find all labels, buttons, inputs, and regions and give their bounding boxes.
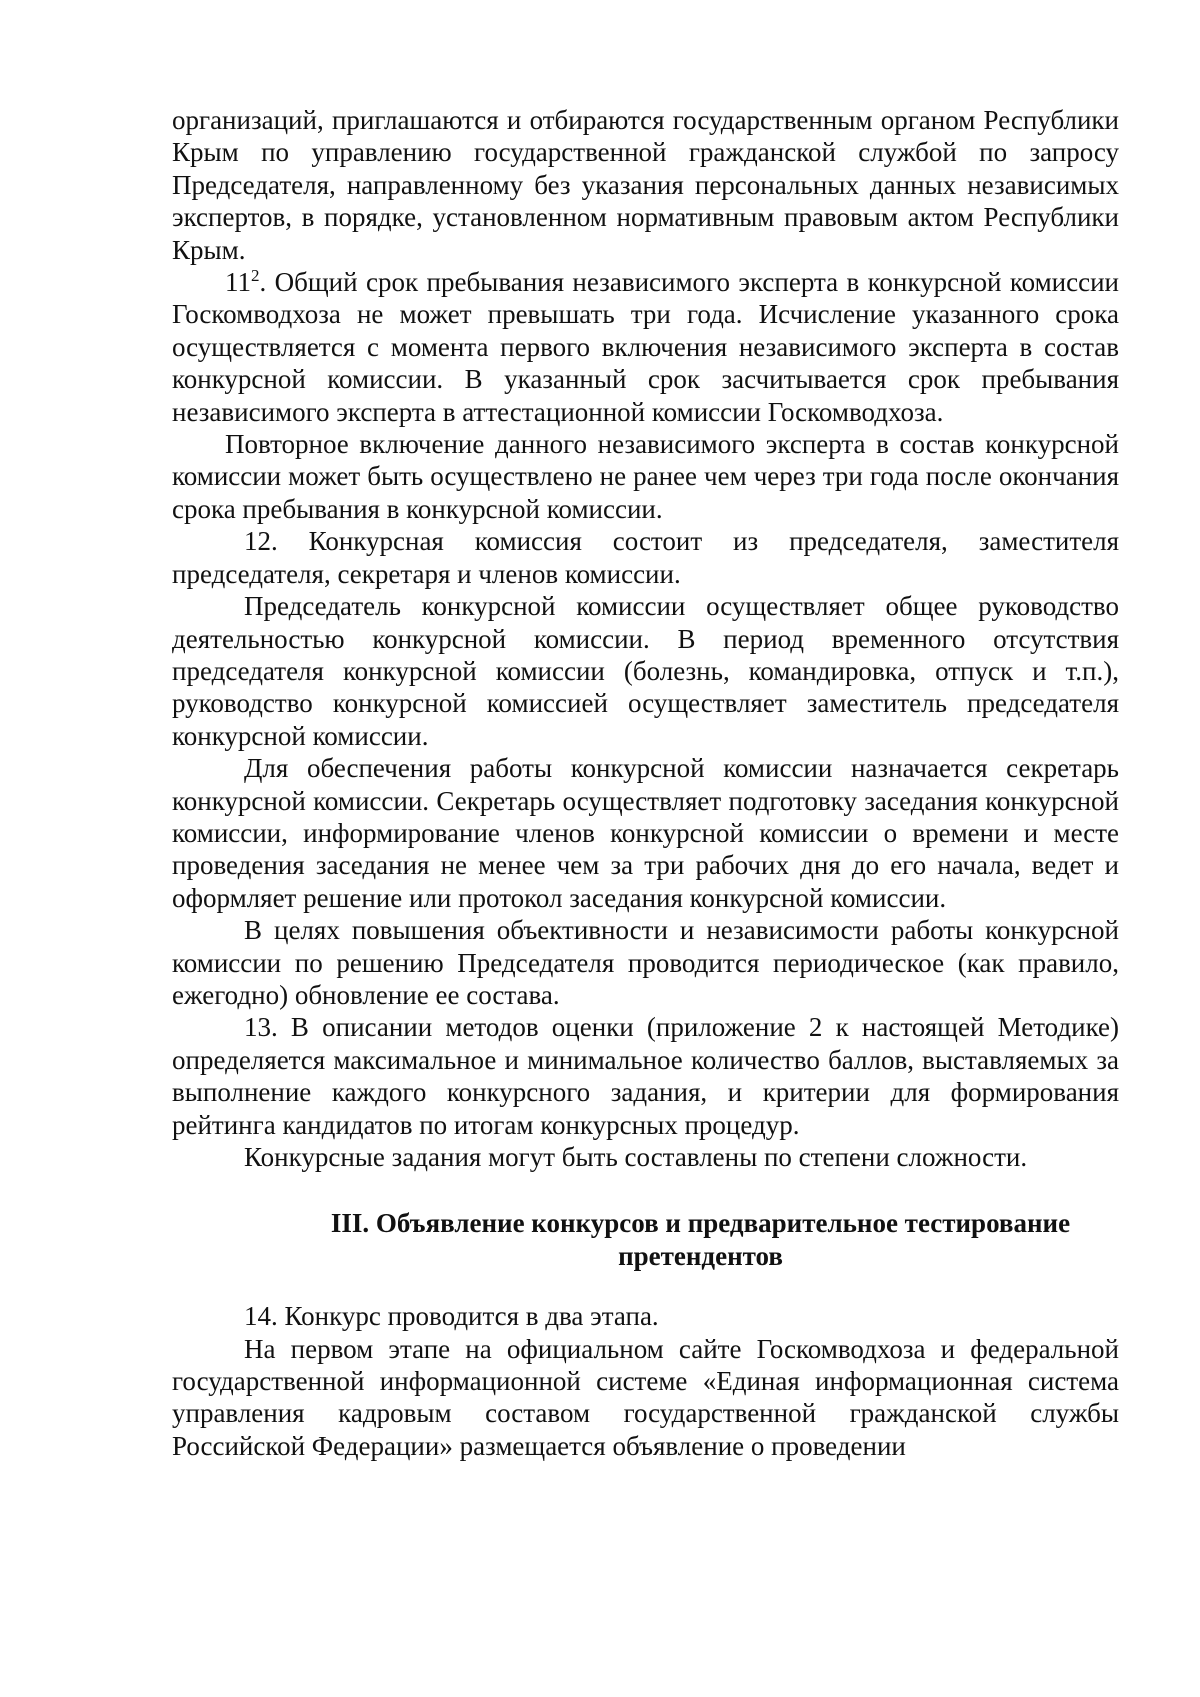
paragraph-first-stage: На первом этапе на официальном сайте Госкомводхоза и федеральной государственной информационной системе «Единая информационная система управления кадровым составом государственной гражданской службы Российской Федерации» размещается объявление о проведении — [172, 1333, 1119, 1461]
clause-number: 11 — [225, 267, 251, 298]
document-page — [172, 104, 1119, 1462]
clause-text: . Общий срок пребывания независимого эксперта в конкурсной комиссии Госкомводхоза не может превышать три года. Исчисление указанного срока осуществляется с момента первого включения независимого эксперта в состав конкурсной комиссии. В указанный срок засчитывается срок пребывания независимого эксперта в аттестационной комиссии Госкомводхоза. — [172, 267, 1119, 427]
paragraph-12-composition: 12. Конкурсная комиссия состоит из председателя, заместителя председателя, секретаря и членов комиссии. — [172, 526, 1119, 589]
section-heading-line-1: III. Объявление конкурсов и предварительное тестирование — [330, 1208, 1071, 1239]
paragraph-composition-update: В целях повышения объективности и независимости работы конкурсной комиссии по решению Председателя проводится периодическое (как правило, ежегодно) обновление ее состава. — [172, 915, 1119, 1010]
paragraph-13-assessment: 13. В описании методов оценки (приложение 2 к настоящей Методике) определяется максимальное и минимальное количество баллов, выставляемых за выполнение каждого конкурсного задания, и критерии для формирования рейтинга кандидатов по итогам конкурсных процедур. — [172, 1012, 1119, 1140]
paragraph-chairman-duties: Председатель конкурсной комиссии осуществляет общее руководство деятельностью конкурсной комиссии. В период временного отсутствия председателя конкурсной комиссии (болезнь, командировка, отпуск и т.п.), руководство конкурсной комиссией осуществляет заместитель председателя конкурсной комиссии. — [172, 591, 1119, 751]
clause-superscript: 2 — [251, 266, 260, 286]
paragraph-repeat-inclusion: Повторное включение данного независимого эксперта в состав конкурсной комиссии может быть осуществлено не ранее чем через три года после окончания срока пребывания в конкурсной комиссии. — [172, 429, 1119, 524]
paragraph-experts-selection: организаций, приглашаются и отбираются государственным органом Республики Крым по управлению государственной гражданской службой по запросу Председателя, направленному без указания персональных данных независимых экспертов, в порядке, установленном нормативным правовым актом Республики Крым. — [172, 105, 1119, 265]
paragraph-11-2-term — [172, 266, 1119, 428]
paragraph-task-complexity: Конкурсные задания могут быть составлены по степени сложности. — [244, 1142, 1028, 1172]
section-heading-iii — [172, 1207, 1119, 1272]
paragraph-14-stages: 14. Конкурс проводится в два этапа. — [244, 1301, 659, 1332]
paragraph-secretary-duties: Для обеспечения работы конкурсной комиссии назначается секретарь конкурсной комиссии. Секретарь осуществляет подготовку заседания конкурсной комиссии, информирование членов конкурсной комиссии о времени и месте проведения заседания не менее чем за три рабочих дня до его начала, ведет и оформляет решение или протокол заседания конкурсной комиссии. — [172, 753, 1119, 913]
section-heading-line-2: претендентов — [618, 1240, 783, 1271]
